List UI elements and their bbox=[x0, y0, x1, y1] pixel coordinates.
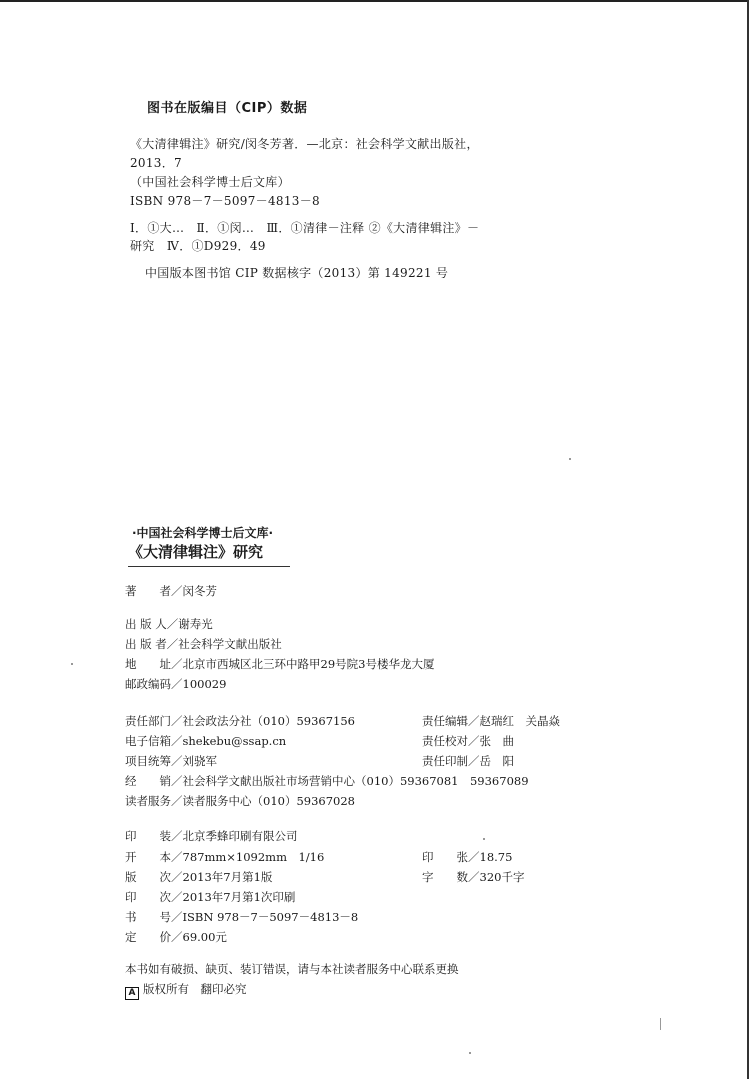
scan-speck bbox=[71, 663, 73, 665]
cip-line-5: Ⅰ．①大… Ⅱ．①闵… Ⅲ．①清律－注释 ②《大清律辑注》－ bbox=[130, 221, 480, 235]
info-coordinator: 项目统筹／刘骁军 bbox=[125, 754, 217, 768]
cip-line-1: 《大清律辑注》研究/闵冬芳著．—北京：社会科学文献出版社， bbox=[130, 137, 479, 151]
scan-speck bbox=[469, 1052, 471, 1054]
scan-speck bbox=[483, 838, 485, 840]
scan-mark bbox=[660, 1018, 661, 1030]
scan-speck bbox=[569, 458, 571, 460]
info-sheets: 印 张／18.75 bbox=[422, 850, 513, 864]
info-proofreader: 责任校对／张 曲 bbox=[422, 734, 514, 748]
info-word-count: 字 数／320千字 bbox=[422, 870, 525, 884]
cip-title: 图书在版编目（CIP）数据 bbox=[147, 101, 308, 116]
info-binding: 印 装／北京季蜂印刷有限公司 bbox=[125, 829, 298, 843]
info-distribution: 经 销／社会科学文献出版社市场营销中心（010）59367081 59367089 bbox=[125, 774, 529, 788]
info-edition: 版 次／2013年7月第1版 bbox=[125, 870, 273, 884]
page-top-edge bbox=[0, 0, 749, 2]
info-price: 定 价／69.00元 bbox=[125, 930, 227, 944]
info-isbn: 书 号／ISBN 978－7－5097－4813－8 bbox=[125, 910, 359, 924]
info-author: 著 者／闵冬芳 bbox=[125, 584, 217, 598]
copyright-line bbox=[125, 981, 247, 1000]
damage-notice: 本书如有破损、缺页、装订错误，请与本社读者服务中心联系更换 bbox=[125, 962, 459, 976]
cip-line-7: 中国版本图书馆 CIP 数据核字（2013）第 149221 号 bbox=[145, 266, 449, 280]
info-publisher-person: 出 版 人／谢寿光 bbox=[125, 617, 213, 631]
publisher-logo-icon: A bbox=[125, 987, 139, 1000]
cip-line-2: 2013．7 bbox=[130, 156, 182, 170]
book-title: 《大清律辑注》研究 bbox=[128, 543, 264, 561]
info-address: 地 址／北京市西城区北三环中路甲29号院3号楼华龙大厦 bbox=[125, 657, 435, 671]
cip-line-3: （中国社会科学博士后文库） bbox=[130, 175, 290, 189]
info-publisher: 出 版 者／社会科学文献出版社 bbox=[125, 637, 282, 651]
info-dept: 责任部门／社会政法分社（010）59367156 bbox=[125, 714, 355, 728]
cip-line-6: 研究 Ⅳ．①D929．49 bbox=[130, 239, 266, 253]
info-postcode: 邮政编码／100029 bbox=[125, 677, 227, 691]
info-impression: 印 次／2013年7月第1次印刷 bbox=[125, 890, 296, 904]
info-email: 电子信箱／shekebu@ssap.cn bbox=[125, 734, 287, 748]
info-reader-service: 读者服务／读者服务中心（010）59367028 bbox=[125, 794, 355, 808]
copyright-text: 版权所有 翻印必究 bbox=[143, 982, 247, 996]
title-underline bbox=[128, 566, 290, 567]
info-format: 开 本／787mm×1092mm 1/16 bbox=[125, 850, 325, 864]
info-editor: 责任编辑／赵瑞红 关晶焱 bbox=[422, 714, 560, 728]
series-name: ·中国社会科学博士后文库· bbox=[132, 526, 274, 540]
cip-line-4: ISBN 978－7－5097－4813－8 bbox=[130, 194, 320, 208]
info-printing-manager: 责任印制／岳 阳 bbox=[422, 754, 514, 768]
